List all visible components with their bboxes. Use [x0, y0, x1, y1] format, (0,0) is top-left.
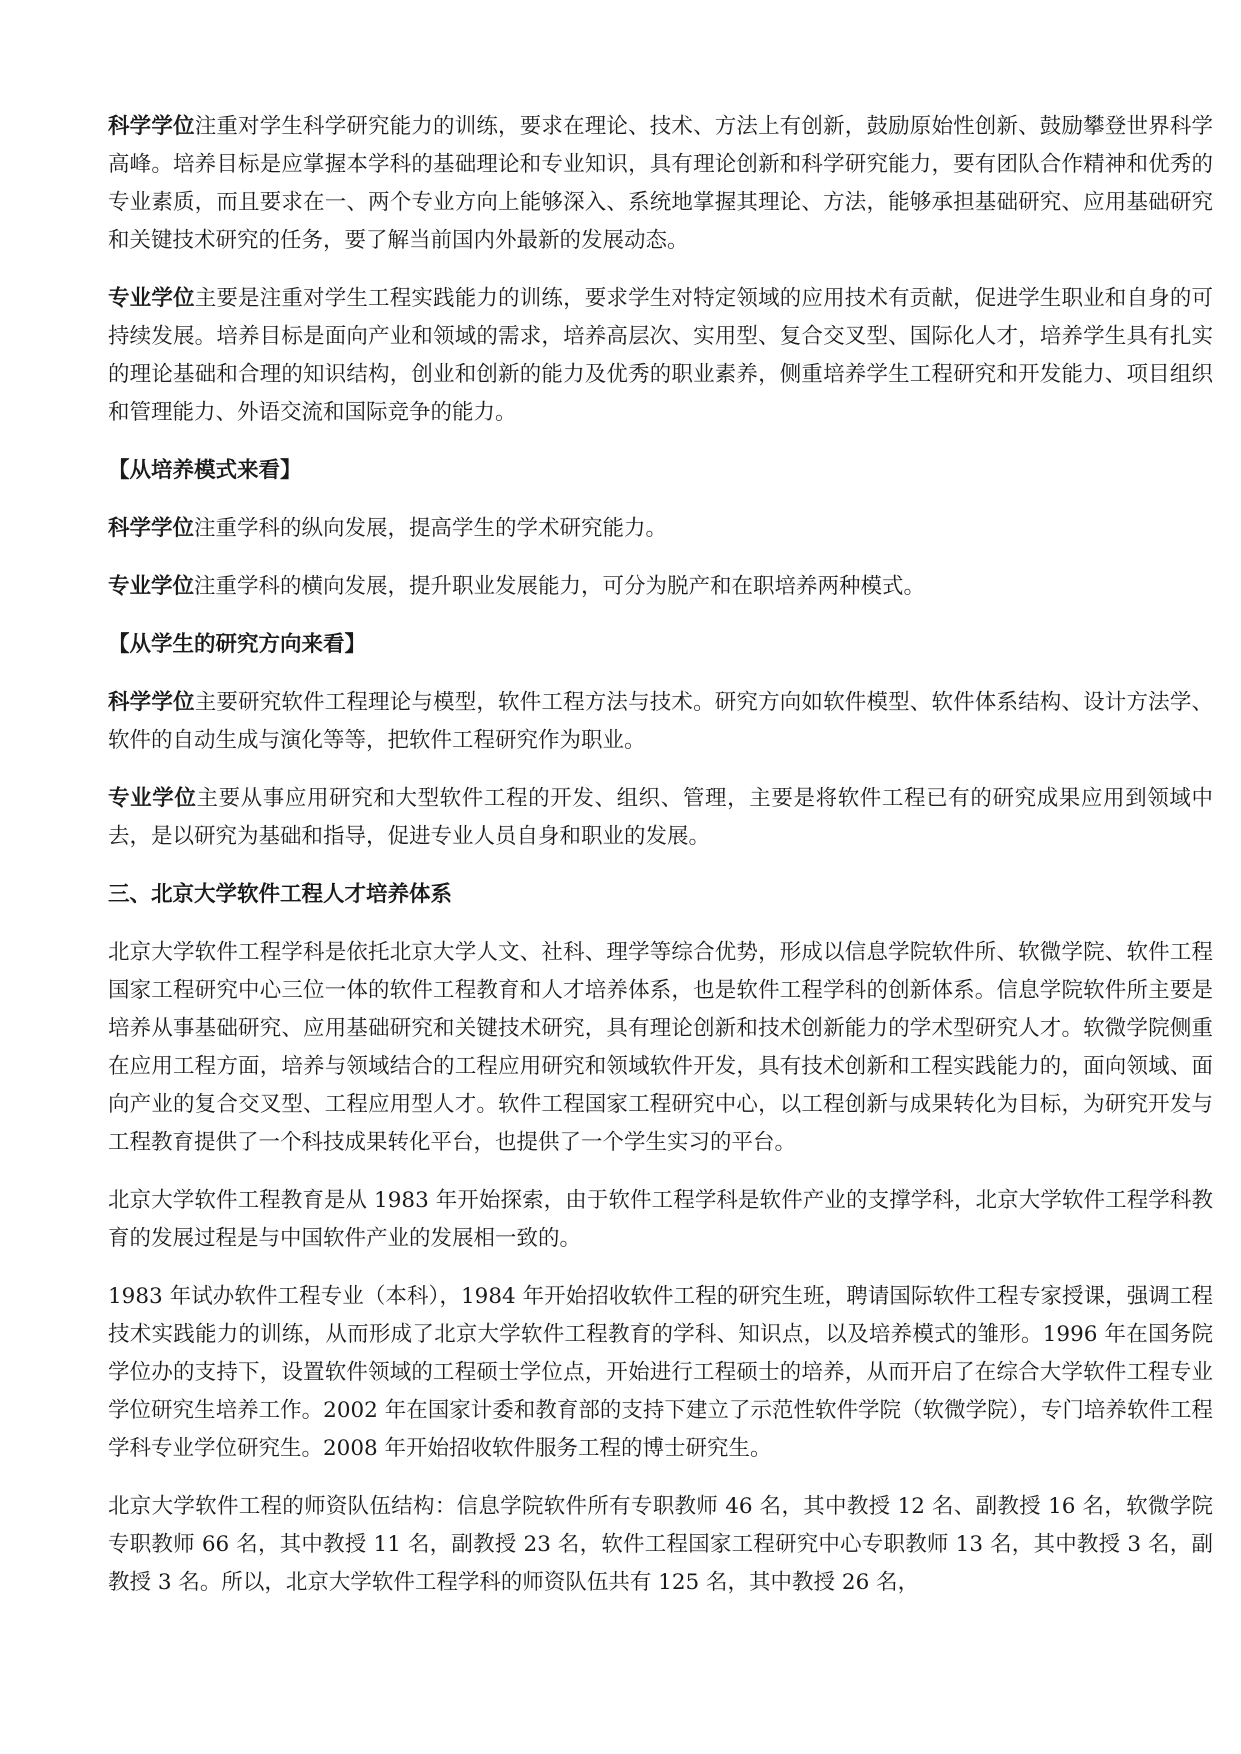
paragraph-pku-history-intro: 北京大学软件工程教育是从 1983 年开始探索，由于软件工程学科是软件产业的支撑学科，北京大学软件工程学科教育的发展过程是与中国软件产业的发展相一致的。 [108, 1188, 1213, 1251]
paragraph-professional-degree-goal [108, 280, 1213, 432]
paragraph-professional-degree-mode [108, 568, 1213, 606]
paragraph-text: 主要是注重对学生工程实践能力的训练，要求学生对特定领域的应用技术有贡献，促进学生职业和自身的可持续发展。培养目标是面向产业和领域的需求，培养高层次、实用型、复合交叉型、国际化人才，培养学生具有扎实的理论基础和合理的知识结构，创业和创新的能力及优秀的职业素养，侧重培养学生工程研究和开发能力、项目组织和管理能力、外语交流和国际竞争的能力。 [108, 286, 1213, 425]
term-professional-degree: 专业学位 [108, 574, 195, 599]
heading-research-direction: 【从学生的研究方向来看】 [108, 632, 367, 657]
paragraph-text: 主要从事应用研究和大型软件工程的开发、组织、管理，主要是将软件工程已有的研究成果应用到领域中去，是以研究为基础和指导，促进专业人员自身和职业的发展。 [108, 786, 1213, 849]
term-professional-degree: 专业学位 [108, 786, 197, 811]
heading-training-mode: 【从培养模式来看】 [108, 458, 302, 483]
paragraph-science-degree-research [108, 684, 1213, 760]
paragraph-pku-system: 北京大学软件工程学科是依托北京大学人文、社科、理学等综合优势，形成以信息学院软件所、软微学院、软件工程国家工程研究中心三位一体的软件工程教育和人才培养体系，也是软件工程学科的创新体系。信息学院软件所主要是培养从事基础研究、应用基础研究和关键技术研究，具有理论创新和技术创新能力的学术型研究人才。软微学院侧重在应用工程方面，培养与领域结合的工程应用研究和领域软件开发，具有技术创新和工程实践能力的，面向领域、面向产业的复合交叉型、工程应用型人才。软件工程国家工程研究中心，以工程创新与成果转化为目标，为研究开发与工程教育提供了一个科技成果转化平台，也提供了一个学生实习的平台。 [108, 940, 1213, 1155]
paragraph-text: 注重对学生科学研究能力的训练，要求在理论、技术、方法上有创新，鼓励原始性创新、鼓励攀登世界科学高峰。培养目标是应掌握本学科的基础理论和专业知识，具有理论创新和科学研究能力，要有团队合作精神和优秀的专业素质，而且要求在一、两个专业方向上能够深入、系统地掌握其理论、方法，能够承担基础研究、应用基础研究和关键技术研究的任务，要了解当前国内外最新的发展动态。 [108, 114, 1213, 253]
document-page [108, 108, 1213, 1622]
term-science-degree: 科学学位 [108, 516, 195, 541]
paragraph-text: 注重学科的纵向发展，提高学生的学术研究能力。 [194, 516, 668, 541]
term-science-degree: 科学学位 [108, 690, 195, 715]
paragraph-science-degree-goal [108, 108, 1213, 260]
paragraph-pku-history-timeline: 1983 年试办软件工程专业（本科），1984 年开始招收软件工程的研究生班，聘请国际软件工程专家授课，强调工程技术实践能力的训练，从而形成了北京大学软件工程教育的学科、知识点，以及培养模式的雏形。1996 年在国务院学位办的支持下，设置软件领域的工程硕士学位点，开始进行工程硕士的培养，从而开启了在综合大学软件工程专业学位研究生培养工作。2002 年在国家计委和教育部的支持下建立了示范性软件学院（软微学院），专门培养软件工程学科专业学位研究生。2008 年开始招收软件服务工程的博士研究生。 [108, 1284, 1213, 1461]
term-science-degree: 科学学位 [108, 114, 195, 139]
paragraph-text: 注重学科的横向发展，提升职业发展能力，可分为脱产和在职培养两种模式。 [194, 574, 926, 599]
heading-pku-training-system: 三、北京大学软件工程人才培养体系 [108, 882, 453, 907]
paragraph-professional-degree-research [108, 780, 1213, 856]
paragraph-text: 主要研究软件工程理论与模型，软件工程方法与技术。研究方向如软件模型、软件体系结构、设计方法学、软件的自动生成与演化等等，把软件工程研究作为职业。 [108, 690, 1213, 753]
paragraph-science-degree-mode [108, 510, 1213, 548]
paragraph-pku-faculty: 北京大学软件工程的师资队伍结构：信息学院软件所有专职教师 46 名，其中教授 12 名、副教授 16 名，软微学院专职教师 66 名，其中教授 11 名，副教授 23 名，软件工程国家工程研究中心专职教师 13 名，其中教授 3 名，副教授 3 名。所以，北京大学软件工程学科的师资队伍共有 125 名，其中教授 26 名， [108, 1494, 1213, 1595]
term-professional-degree: 专业学位 [108, 286, 195, 311]
